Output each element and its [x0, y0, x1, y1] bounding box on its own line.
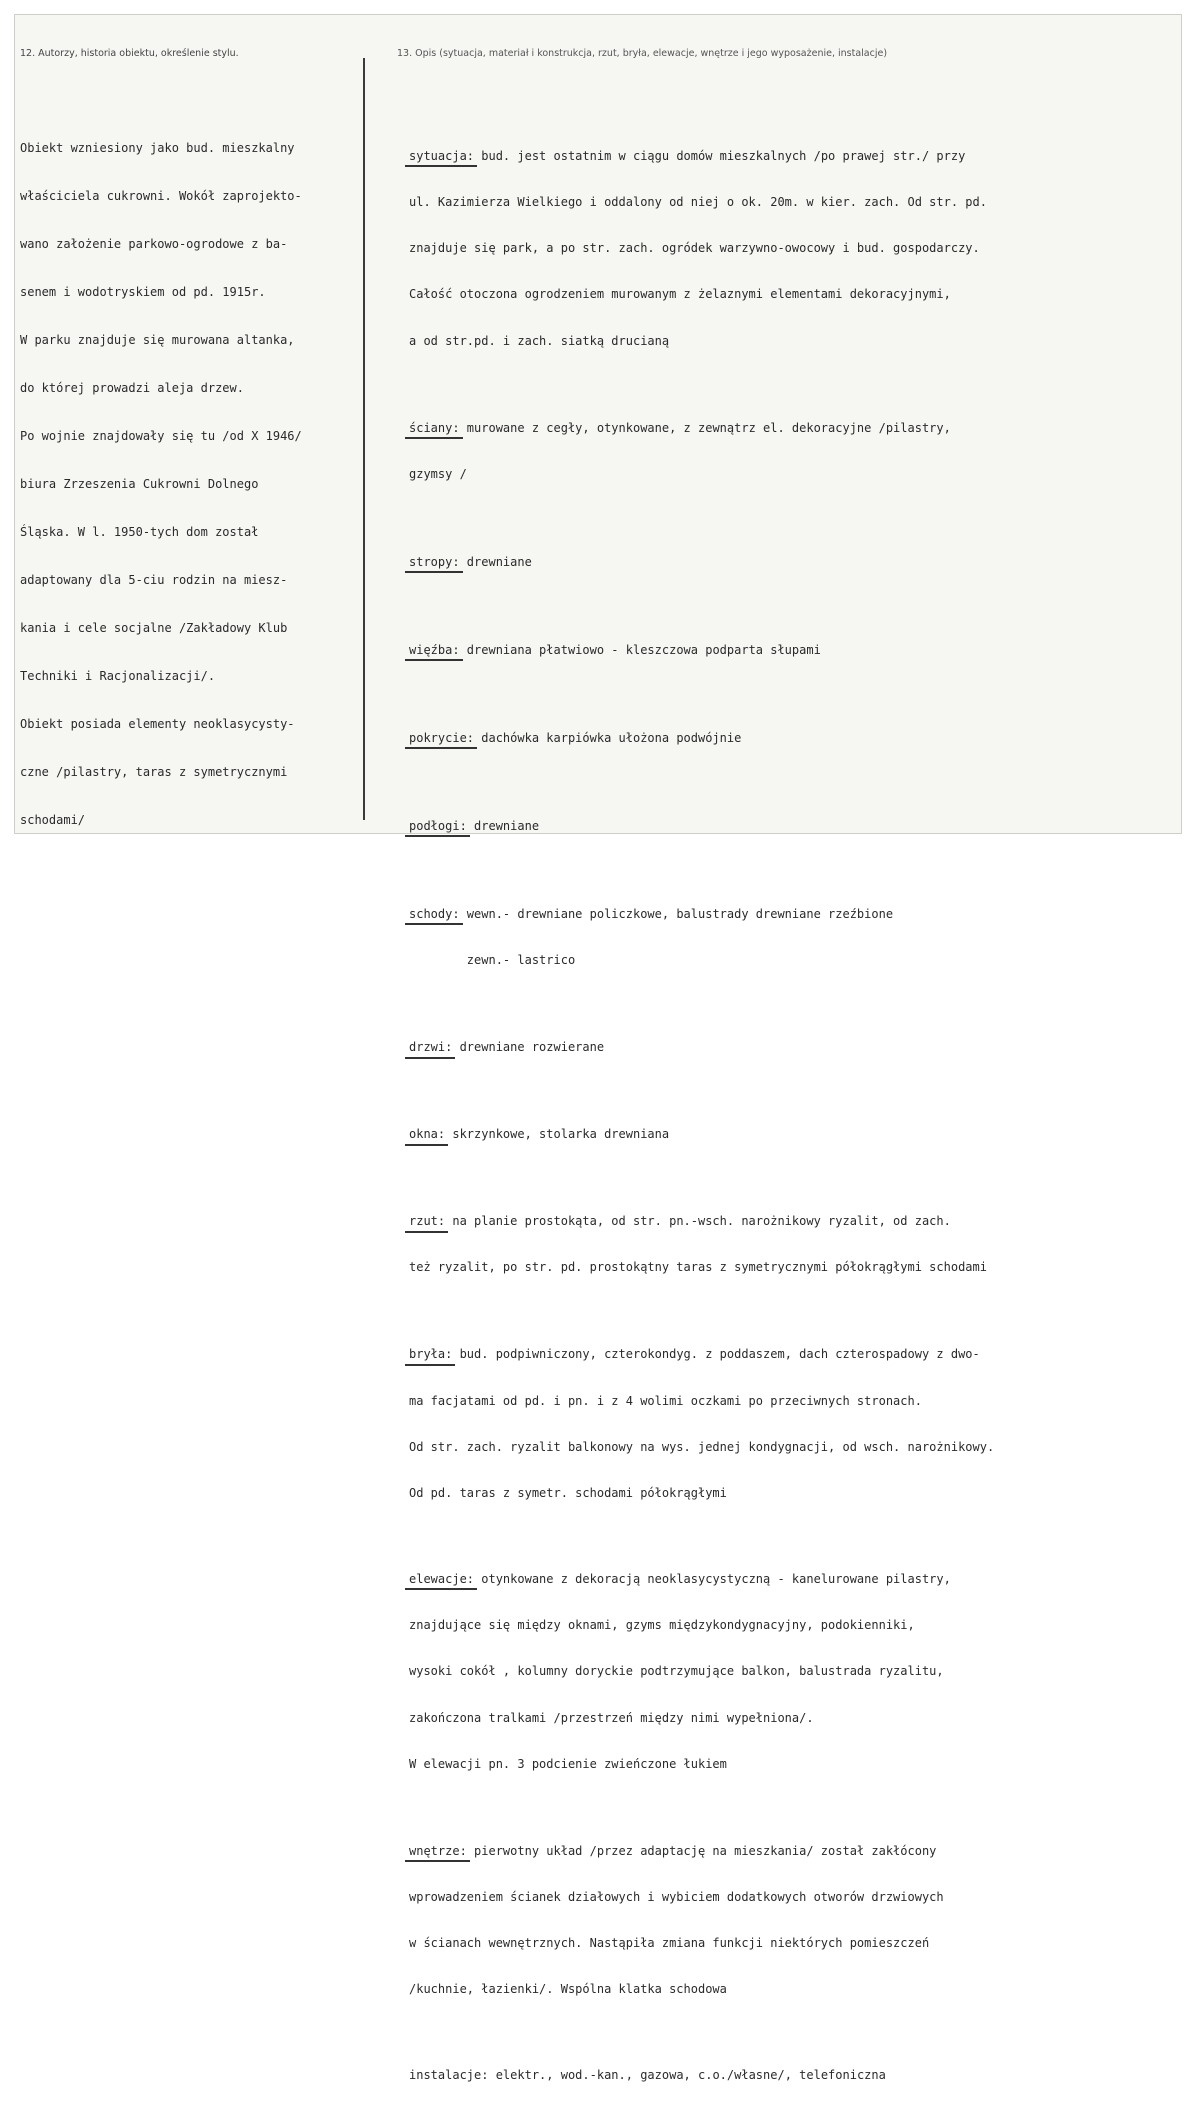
text-line: bud. podpiwniczony, czterokondyg. z poddaszem, dach czterospadowy z dwo- — [452, 1347, 980, 1362]
text-line: senem i wodotryskiem od pd. 1915r. — [20, 285, 266, 299]
section-label: bryła: — [409, 1347, 453, 1362]
section-label: stropy: — [409, 554, 460, 569]
text-line: czne /pilastry, taras z symetrycznymi — [20, 765, 288, 779]
text-line: Po wojnie znajdowały się tu /od X 1946/ — [20, 429, 302, 443]
text-line: a od str.pd. i zach. siatką drucianą — [409, 333, 670, 348]
text-line: drewniane rozwierane — [452, 1040, 605, 1055]
section-label: pokrycie: — [409, 730, 475, 745]
text-line: Od pd. taras z symetr. schodami półokrągłymi — [409, 1486, 727, 1500]
section-schody — [409, 876, 1159, 999]
text-line: zewn.- lastrico — [409, 953, 576, 968]
text-line: wewn.- drewniane policzkowe, balustrady drewniane rzeźbione — [459, 906, 894, 921]
text-line: bud. jest ostatnim w ciągu domów mieszkalnych /po prawej str./ przy — [474, 148, 966, 163]
text-line: ul. Kazimierza Wielkiego i oddalony od niej o ok. 20m. w kier. zach. Od str. pd. — [409, 195, 987, 210]
text-line: ma facjatami od pd. i pn. i z 4 wolimi oczkami po przeciwnych stronach. — [409, 1393, 922, 1408]
text-line: W elewacji pn. 3 podcienie zwieńczone łukiem — [409, 1756, 727, 1771]
section-stropy — [409, 524, 1159, 601]
section-label: drzwi: — [409, 1040, 453, 1055]
text-line: kania i cele socjalne /Zakładowy Klub — [20, 621, 288, 635]
text-line: otynkowane z dekoracją neoklasycystyczną - kanelurowane pilastry, — [474, 1572, 951, 1587]
section-podlogi — [409, 788, 1159, 865]
text-line: W parku znajduje się murowana altanka, — [20, 333, 295, 347]
text-line: gzymsy / — [409, 466, 467, 481]
section-instalacje — [409, 2038, 1159, 2115]
text-line: znajduje się park, a po str. zach. ogródek warzywno-owocowy i bud. gospodarczy. — [409, 241, 980, 256]
section-drzwi — [409, 1009, 1159, 1086]
text-line: murowane z cegły, otynkowane, z zewnątrz el. dekoracyjne /pilastry, — [459, 420, 951, 435]
section-sytuacja — [409, 118, 1159, 380]
section-label: okna: — [409, 1127, 446, 1142]
section-label: elewacje: — [409, 1572, 475, 1587]
text-line: drewniana płatwiowo - kleszczowa podparta słupami — [459, 642, 821, 657]
text-line: Techniki i Racjonalizacji/. — [20, 669, 216, 683]
history-text — [20, 108, 360, 844]
section-label: rzut: — [409, 1214, 446, 1229]
text-line: biura Zrzeszenia Cukrowni Dolnego — [20, 477, 259, 491]
section-label: ściany: — [409, 420, 460, 435]
section-pokrycie — [409, 700, 1159, 777]
text-line: znajdujące się między oknami, gzyms międzykondygnacyjny, podokienniki, — [409, 1618, 915, 1633]
section-bryla — [409, 1317, 1159, 1533]
text-line: skrzynkowe, stolarka drewniana — [445, 1127, 670, 1142]
text-line: do której prowadzi aleja drzew. — [20, 381, 244, 395]
text-line: elektr., wod.-kan., gazowa, c.o./własne/, telefoniczna — [488, 2068, 886, 2083]
section-wnetrze — [409, 1813, 1159, 2029]
section-label: podłogi: — [409, 818, 467, 833]
section-label: instalacje: — [409, 2068, 489, 2083]
text-line: drewniane — [466, 818, 540, 833]
text-line: wprowadzeniem ścianek działowych i wybiciem dodatkowych otworów drzwiowych — [409, 1890, 944, 1905]
text-line: Obiekt posiada elementy neoklasycysty- — [20, 717, 295, 731]
section-okna — [409, 1096, 1159, 1173]
text-line: dachówka karpiówka ułożona podwójnie — [474, 730, 742, 745]
text-line: na planie prostokąta, od str. pn.-wsch. narożnikowy ryzalit, od zach. — [445, 1214, 951, 1229]
section-12-heading: 12. Autorzy, historia obiektu, określenie stylu. — [20, 48, 239, 59]
section-13-heading: 13. Opis (sytuacja, materiał i konstrukcja, rzut, bryła, elewacje, wnętrze i jego wyposażenie, instalacje) — [397, 48, 888, 59]
text-line: /kuchnie, łazienki/. Wspólna klatka schodowa — [409, 1982, 727, 1997]
section-label: schody: — [409, 906, 460, 921]
section-label: wnętrze: — [409, 1843, 467, 1858]
section-rzut — [409, 1183, 1159, 1306]
section-sciany — [409, 390, 1159, 513]
text-line: Obiekt wzniesiony jako bud. mieszkalny — [20, 141, 295, 155]
text-line: właściciela cukrowni. Wokół zaprojekto- — [20, 189, 302, 203]
text-line: pierwotny układ /przez adaptację na mieszkania/ został zakłócony — [466, 1843, 937, 1858]
text-line: Od str. zach. ryzalit balkonowy na wys. jednej kondygnacji, od wsch. narożnikowy. — [409, 1439, 995, 1454]
section-label: sytuacja: — [409, 148, 475, 163]
text-line: schodami/ — [20, 813, 86, 827]
text-line: drewniane — [459, 554, 532, 569]
text-line: w ścianach wewnętrznych. Nastąpiła zmiana funkcji niektórych pomieszczeń — [409, 1936, 930, 1951]
text-line: adaptowany dla 5-ciu rodzin na miesz- — [20, 573, 288, 587]
section-elewacje — [409, 1541, 1159, 1803]
text-line: wano założenie parkowo-ogrodowe z ba- — [20, 237, 288, 251]
description-text — [409, 118, 1159, 2115]
text-line: wysoki cokół , kolumny doryckie podtrzymujące balkon, balustrada ryzalitu, — [409, 1664, 944, 1679]
text-line: zakończona tralkami /przestrzeń między nimi wypełniona/. — [409, 1710, 814, 1725]
column-divider — [363, 58, 365, 820]
section-wiezba — [409, 612, 1159, 689]
section-label: więźba: — [409, 642, 460, 657]
text-line: Śląska. W l. 1950-tych dom został — [20, 525, 259, 539]
text-line: też ryzalit, po str. pd. prostokątny taras z symetrycznymi półokrągłymi schodami — [409, 1260, 987, 1275]
text-line: Całość otoczona ogrodzeniem murowanym z żelaznymi elementami dekoracyjnymi, — [409, 287, 951, 302]
